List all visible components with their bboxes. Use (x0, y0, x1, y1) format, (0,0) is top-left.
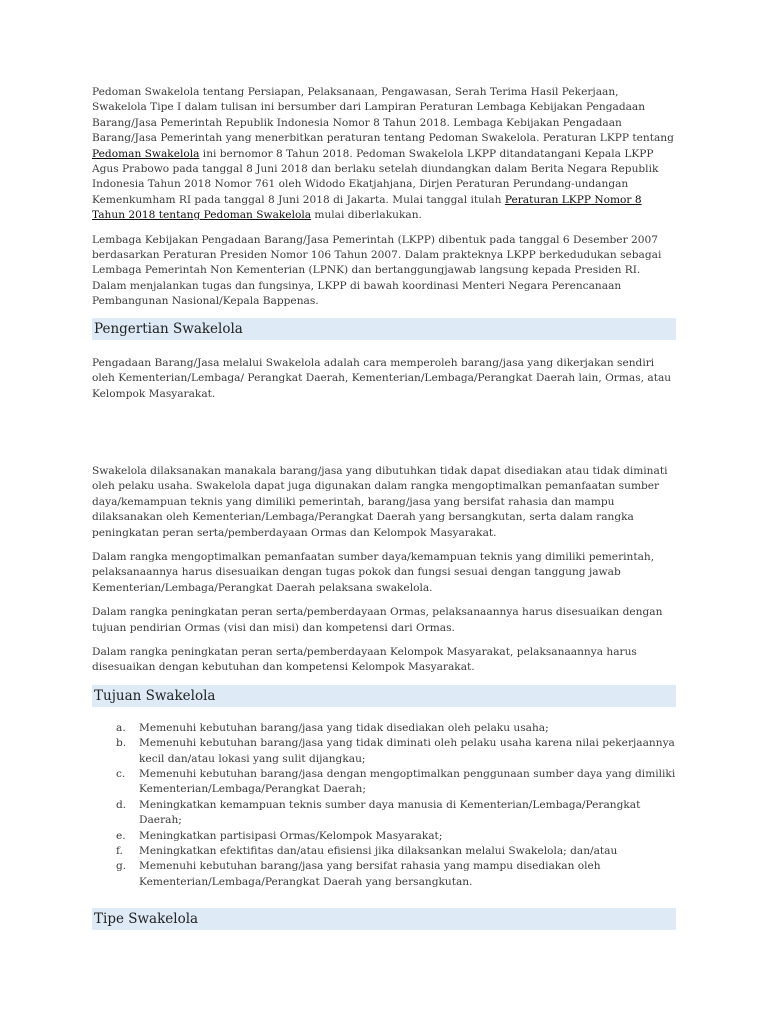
list-item: b. Memenuhi kebutuhan barang/jasa yang tidak diminati oleh pelaku usaha karena nilai pekerjaannya kecil dan/atau lokasi yang sulit dijangkau; (116, 737, 675, 765)
pengertian-paragraph-1: Pengadaan Barang/Jasa melalui Swakelola adalah cara memperoleh barang/jasa yang dikerjakan sendiri oleh Kementerian/Lembaga/ Perangkat Daerah, Kementerian/Lembaga/Perangkat Daerah lain, Ormas, atau Kelompok Masyarakat. (92, 356, 672, 400)
list-item: g. Memenuhi kebutuhan barang/jasa yang bersifat rahasia yang mampu disediakan oleh Kementerian/Lembaga/Perangkat Daerah yang bersangkutan. (116, 860, 601, 888)
intro-paragraph-1 (92, 85, 676, 224)
tujuan-list (92, 721, 676, 890)
list-item: c. Memenuhi kebutuhan barang/jasa dengan mengoptimalkan penggunaan sumber daya yang dimiliki Kementerian/Lembaga/Perangkat Daerah; (116, 768, 676, 796)
heading-tujuan-swakelola: Tujuan Swakelola (92, 685, 676, 707)
intro-text-a: Pedoman Swakelola tentang Persiapan, Pelaksanaan, Pengawasan, Serah Terima Hasil Pekerjaan, Swakelola Tipe I dalam tulisan ini bersumber dari Lampiran Peraturan Lembaga Kebijakan Pengadaan Barang/Jasa Pemerintah Republik Indonesia Nomor 8 Tahun 2018. Lembaga Kebijakan Pengadaan Barang/Jasa Pemerintah yang menerbitkan peraturan tentang Pedoman Swakelola. Peraturan LKPP tentang (92, 86, 674, 145)
pengertian-paragraph-2: Swakelola dilaksanakan manakala barang/jasa yang dibutuhkan tidak dapat disediakan atau tidak diminati oleh pelaku usaha. Swakelola dapat juga digunakan dalam rangka mengoptimalkan pemanfaatan sumber daya/kemampuan teknis yang dimiliki pemerintah, barang/jasa yang bersifat rahasia dan mampu dilaksanakan oleh Kementerian/Lembaga/Perangkat Daerah yang bersangkutan, serta dalam rangka peningkatan peran serta/pemberdayaan Ormas dan Kelompok Masyarakat. (92, 464, 668, 539)
pengertian-paragraph-5: Dalam rangka peningkatan peran serta/pemberdayaan Kelompok Masyarakat, pelaksanaannya harus disesuaikan dengan kebutuhan dan kompetensi Kelompok Masyarakat. (92, 645, 637, 674)
list-item: e. Meningkatkan partisipasi Ormas/Kelompok Masyarakat; (116, 829, 443, 842)
intro-text-b: ini bernomor 8 Tahun 2018. Pedoman Swakelola LKPP ditandatangani Kepala LKPP Agus Prabowo pada tanggal 8 Juni 2018 dan berlaku setelah diundangkan dalam Berita Negara Republik Indonesia Tahun 2018 Nomor 761 oleh Widodo Ekatjahjana, Dirjen Peraturan Perundang-undangan Kemenkumham RI pada tanggal 8 Juni 2018 di Jakarta. Mulai tanggal itulah (92, 147, 659, 206)
document-content (92, 85, 676, 930)
peraturan-lkpp-link[interactable]: Peraturan LKPP Nomor 8 Tahun 2018 tentang Pedoman Swakelola (92, 193, 642, 222)
pedoman-swakelola-link[interactable]: Pedoman Swakelola (92, 147, 200, 160)
list-item: f. Meningkatkan efektifitas dan/atau efisiensi jika dilaksankan melalui Swakelola; dan/atau (116, 845, 618, 858)
list-item: d. Meningkatkan kemampuan teknis sumber daya manusia di Kementerian/Lembaga/Perangkat Daerah; (116, 798, 641, 827)
pengertian-paragraph-3: Dalam rangka mengoptimalkan pemanfaatan sumber daya/kemampuan teknis yang dimiliki pemerintah, pelaksanaannya harus disesuaikan dengan tugas pokok dan fungsi sesuai dengan tanggung jawab Kementerian/Lembaga/Perangkat Daerah pelaksana swakelola. (92, 550, 655, 594)
pengertian-paragraph-4: Dalam rangka peningkatan peran serta/pemberdayaan Ormas, pelaksanaannya harus disesuaikan dengan tujuan pendirian Ormas (visi dan misi) dan kompetensi dari Ormas. (92, 606, 663, 634)
intro-paragraph-2: Lembaga Kebijakan Pengadaan Barang/Jasa Pemerintah (LKPP) dibentuk pada tanggal 6 Desember 2007 berdasarkan Peraturan Presiden Nomor 106 Tahun 2007. Dalam prakteknya LKPP berkedudukan sebagai Lembaga Pemerintah Non Kementerian (LPNK) dan bertanggungjawab langsung kepada Presiden RI. Dalam menjalankan tugas dan fungsinya, LKPP di bawah koordinasi Menteri Negara Perencanaan Pembangunan Nasional/Kepala Bappenas. (92, 233, 662, 308)
list-item: a. Memenuhi kebutuhan barang/jasa yang tidak disediakan oleh pelaku usaha; (116, 721, 549, 734)
heading-tipe-swakelola: Tipe Swakelola (92, 908, 676, 930)
intro-text-c: mulai diberlakukan. (311, 209, 422, 222)
heading-pengertian-swakelola: Pengertian Swakelola (92, 318, 676, 340)
